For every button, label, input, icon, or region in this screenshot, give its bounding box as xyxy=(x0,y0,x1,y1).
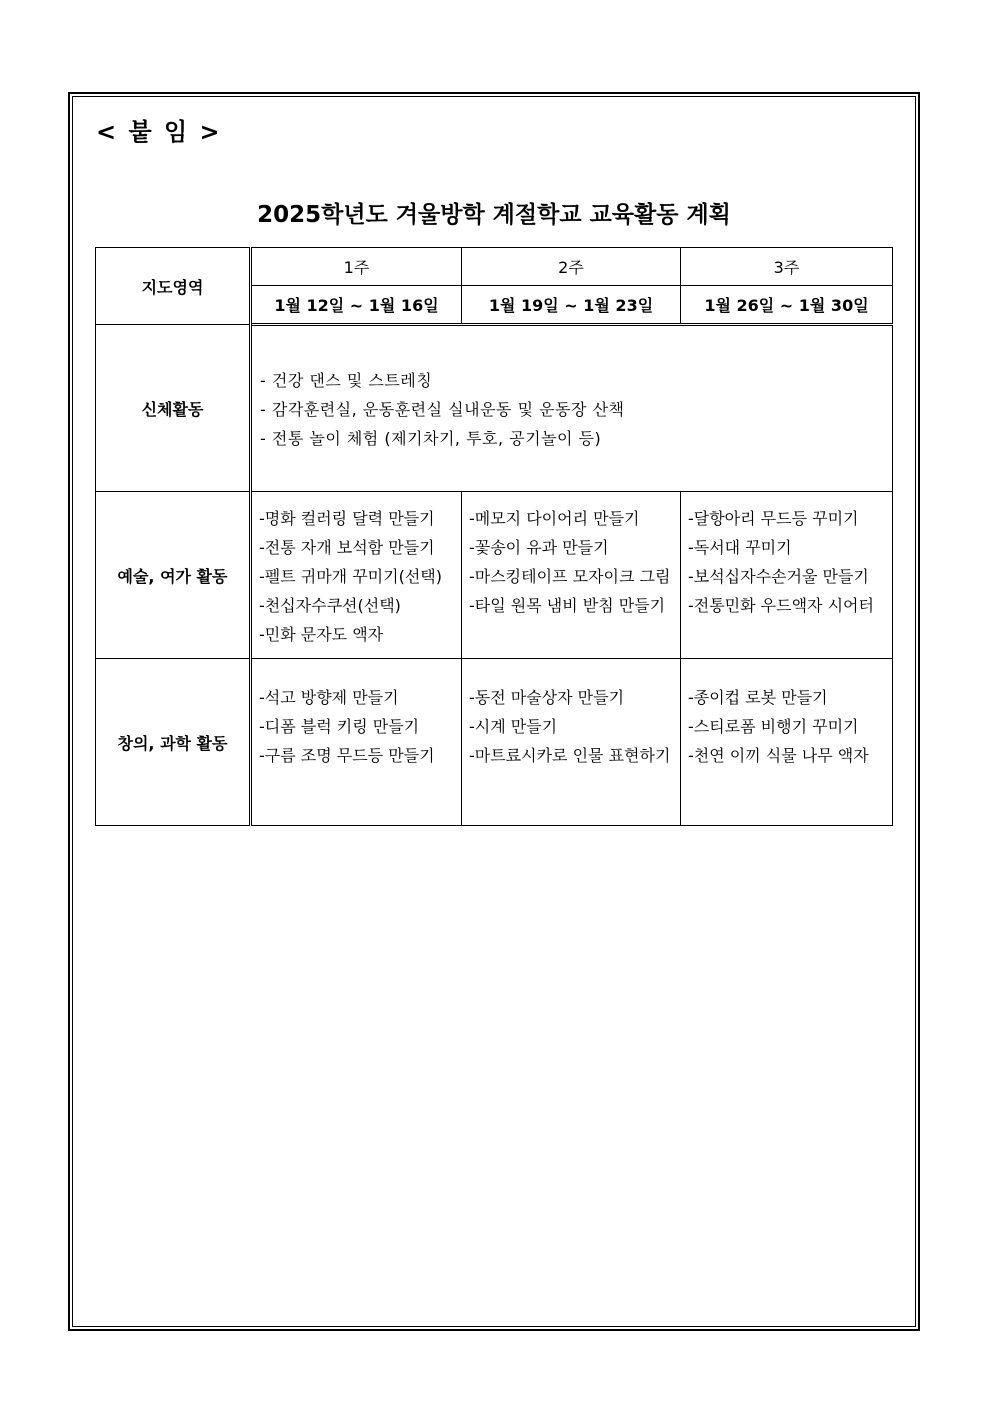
list-item: - 전통 놀이 체험 (제기차기, 투호, 공기놀이 등) xyxy=(260,429,602,448)
list-item: -독서대 꾸미기 xyxy=(688,538,792,557)
arts-area: 예술, 여가 활동 xyxy=(96,492,251,659)
list-item: -구름 조명 무드등 만들기 xyxy=(259,746,435,765)
list-item: -명화 컬러링 달력 만들기 xyxy=(259,509,435,528)
week2-dates: 1월 19일 ~ 1월 23일 xyxy=(462,286,681,325)
week-header-row xyxy=(96,248,893,286)
list-item: -펠트 귀마개 꾸미기(선택) xyxy=(259,567,442,586)
week1-label: 1주 xyxy=(251,248,462,286)
science-area: 창의, 과학 활동 xyxy=(96,659,251,826)
list-item: - 감각훈련실, 운동훈련실 실내운동 및 운동장 산책 xyxy=(260,400,625,419)
list-item: -디폼 블럭 키링 만들기 xyxy=(259,717,420,736)
list-item: -마스킹테이프 모자이크 그림 xyxy=(469,567,671,586)
list-item: -종이컵 로봇 만들기 xyxy=(688,688,828,707)
week1-dates: 1월 12일 ~ 1월 16일 xyxy=(251,286,462,325)
list-item: -전통민화 우드액자 시어터 xyxy=(688,596,874,615)
list-item: -전통 자개 보석함 만들기 xyxy=(259,538,435,557)
list-item: -메모지 다이어리 만들기 xyxy=(469,509,640,528)
week3-dates: 1월 26일 ~ 1월 30일 xyxy=(681,286,893,325)
week2-label: 2주 xyxy=(462,248,681,286)
document-title: 2025학년도 겨울방학 계절학교 교육활동 계획 xyxy=(257,202,731,228)
activity-plan-table xyxy=(95,247,893,826)
physical-row xyxy=(96,325,893,492)
attachment-label: < 붙 임 > xyxy=(96,118,222,146)
science-week1 xyxy=(251,659,462,826)
list-item: - 건강 댄스 및 스트레칭 xyxy=(260,371,433,390)
physical-area: 신체활동 xyxy=(96,325,251,492)
arts-week2 xyxy=(462,492,681,659)
list-item: -민화 문자도 액자 xyxy=(259,625,384,644)
week3-label: 3주 xyxy=(681,248,893,286)
area-header: 지도영역 xyxy=(96,248,251,325)
list-item: -천연 이끼 식물 나무 액자 xyxy=(688,746,869,765)
list-item: -동전 마술상자 만들기 xyxy=(469,688,625,707)
list-item: -시계 만들기 xyxy=(469,717,558,736)
arts-week3 xyxy=(681,492,893,659)
arts-row xyxy=(96,492,893,659)
list-item: -천십자수쿠션(선택) xyxy=(259,596,401,615)
science-row xyxy=(96,659,893,826)
list-item: -스티로폼 비행기 꾸미기 xyxy=(688,717,859,736)
list-item: -타일 원목 냄비 받침 만들기 xyxy=(469,596,666,615)
list-item: -꽃송이 유과 만들기 xyxy=(469,538,609,557)
list-item: -보석십자수손거울 만들기 xyxy=(688,567,869,586)
physical-activities xyxy=(251,325,893,492)
list-item: -마트료시카로 인물 표현하기 xyxy=(469,746,671,765)
list-item: -달항아리 무드등 꾸미기 xyxy=(688,509,859,528)
arts-week1 xyxy=(251,492,462,659)
science-week3 xyxy=(681,659,893,826)
list-item: -석고 방향제 만들기 xyxy=(259,688,399,707)
science-week2 xyxy=(462,659,681,826)
